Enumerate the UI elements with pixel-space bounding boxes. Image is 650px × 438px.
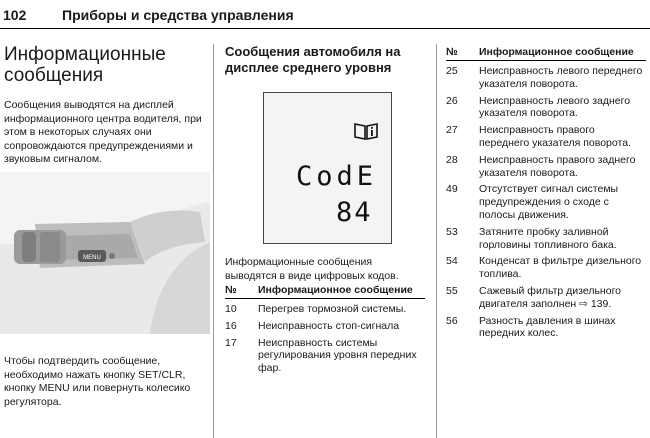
display-illustration [263, 92, 392, 244]
table-row [225, 303, 425, 316]
column-divider [436, 44, 437, 438]
column-message-header: Информационное сообщение [258, 284, 413, 296]
row-code: 26 [446, 94, 458, 107]
table-row [446, 154, 646, 180]
table-header [225, 285, 425, 296]
row-message: Конденсат в фильтре дизельного топлива. [479, 255, 642, 281]
table-row [446, 124, 646, 150]
book-info-icon [353, 122, 379, 140]
row-message: Разность давления в шинах передних колес. [479, 314, 616, 340]
row-message: Неисправность стоп-сигнала [258, 319, 400, 332]
table-row [446, 315, 646, 341]
row-message: Неисправность системы регулирования уровня передних фар. [258, 336, 417, 375]
row-message: Затяните пробку заливной горловины топливного бака. [479, 225, 617, 251]
message-table [225, 285, 425, 375]
row-code: 16 [225, 319, 237, 332]
page-header [0, 0, 650, 30]
turn-signal-stalk-illustration [0, 172, 210, 334]
table-row [446, 95, 646, 121]
subsection-heading: Сообщения автомобиля на дисплее среднего уровня [225, 44, 401, 75]
row-code: 54 [446, 255, 458, 268]
table-header-rule [225, 298, 425, 299]
table-header-rule [446, 60, 646, 61]
table-row [446, 226, 646, 252]
table-header [446, 47, 646, 58]
row-message: Неисправность левого переднего указателя поворота. [479, 65, 643, 90]
codes-note: Информационные сообщения выводятся в виде цифровых кодов. [225, 256, 399, 282]
row-message: Отсутствует сигнал системы предупреждения о сходе с полосы движения. [479, 183, 619, 221]
row-code: 27 [446, 124, 458, 137]
display-code-number: 84 [336, 197, 373, 228]
row-code: 56 [446, 314, 458, 327]
row-code: 53 [446, 225, 458, 238]
intro-paragraph: Сообщения выводятся на дисплей информационного центра водителя, при этом в некоторых случаях они сопровождаются предупреждениями и звуковым сигналом. [4, 99, 202, 165]
display-code-text: CodE [296, 161, 378, 192]
table-row [446, 183, 646, 221]
page-heading: Информационные сообщения [4, 44, 166, 86]
confirm-paragraph: Чтобы подтвердить сообщение, необходимо нажать кнопку SET/CLR, кнопку MENU или повернуть колесико регулятора. [4, 355, 191, 408]
row-code: 17 [225, 336, 237, 349]
row-message: Неисправность левого заднего указателя поворота. [479, 94, 631, 120]
row-message: Неисправность правого заднего указателя поворота. [479, 153, 636, 179]
message-table [446, 47, 646, 340]
row-message: Сажевый фильтр дизельного двигателя заполнен ⇨ 139. [479, 284, 622, 310]
table-row [225, 320, 425, 333]
column-message-header: Информационное сообщение [479, 46, 634, 58]
row-code: 49 [446, 183, 458, 196]
section-title: Приборы и средства управления [62, 7, 294, 23]
row-code: 55 [446, 284, 458, 297]
row-code: 28 [446, 153, 458, 166]
column-divider [213, 44, 214, 438]
page-number: 102 [3, 7, 27, 23]
row-message: Неисправность правого переднего указателя поворота. [479, 124, 631, 149]
table-row [446, 285, 646, 311]
header-rule [0, 28, 650, 29]
table-row [446, 65, 646, 91]
menu-button-label: MENU [83, 255, 101, 261]
row-message: Перегрев тормозной системы. [258, 303, 407, 315]
table-row [225, 337, 425, 375]
column-no-header: № [446, 46, 458, 58]
row-code: 10 [225, 303, 237, 315]
column-no-header: № [225, 284, 237, 296]
row-code: 25 [446, 65, 458, 77]
table-row [446, 255, 646, 281]
